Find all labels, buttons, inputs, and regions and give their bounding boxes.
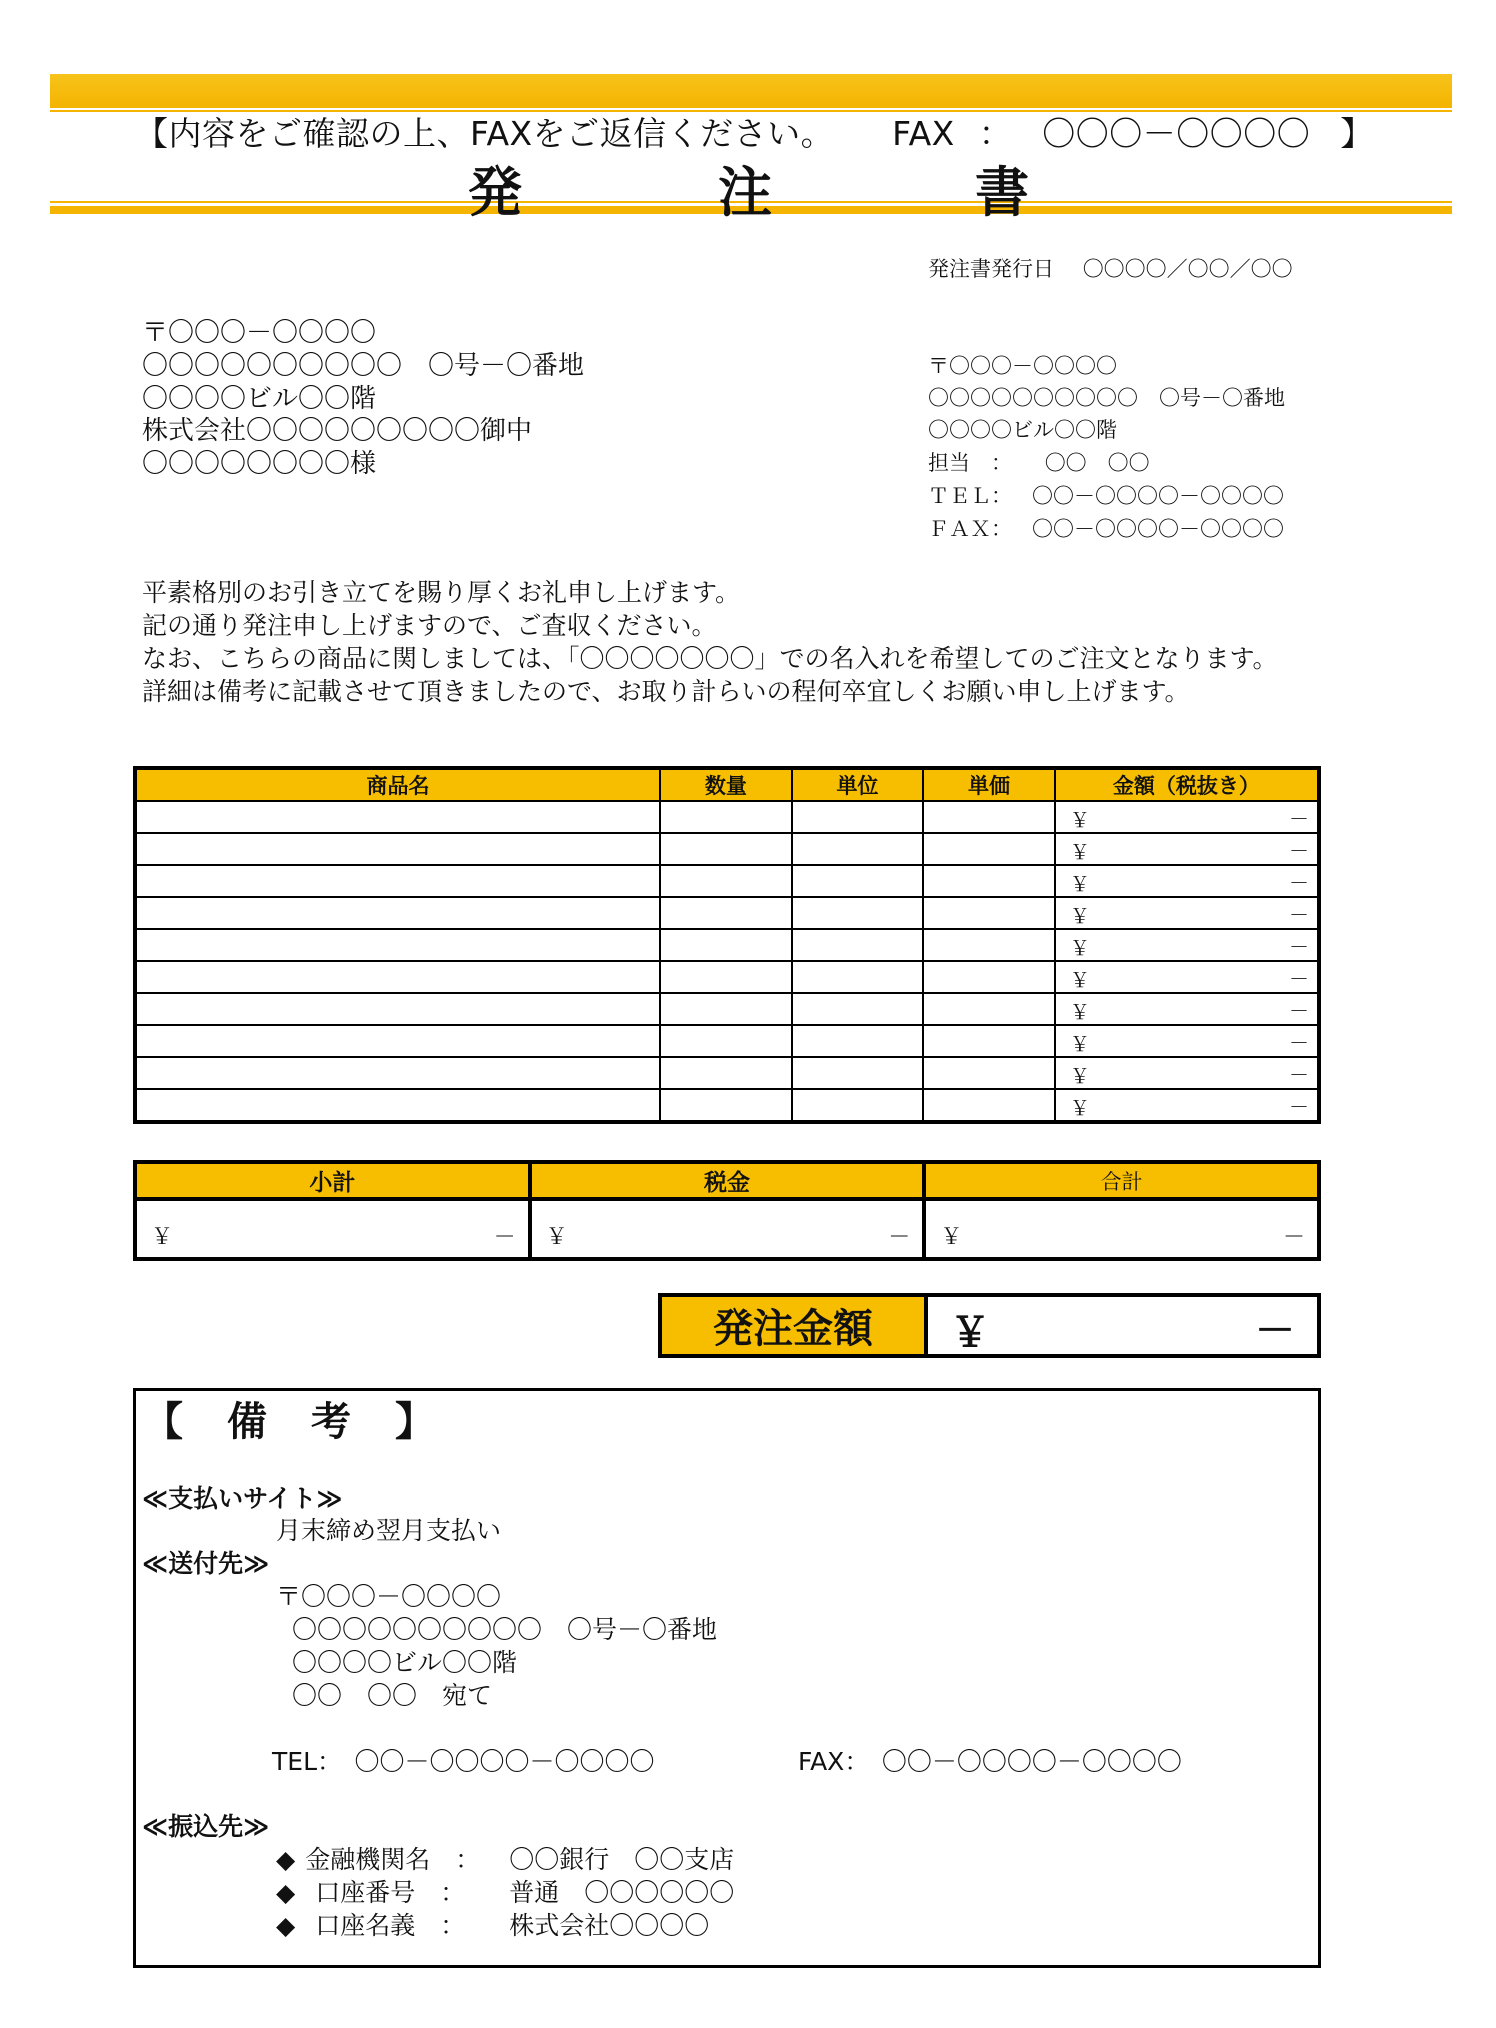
sender-postal: 〒〇〇〇－〇〇〇〇 (928, 354, 1117, 378)
ship-building: 〇〇〇〇ビル〇〇階 (292, 1648, 518, 1677)
quantity-cell[interactable] (660, 897, 792, 929)
payment-heading: ≪支払いサイト≫ (142, 1484, 343, 1513)
sender-tel (928, 480, 1284, 510)
remarks-title: 【 備 考 】 (143, 1399, 437, 1445)
payment-text: 月末締め翌月支払い (276, 1516, 502, 1545)
unit-price-cell[interactable] (923, 961, 1055, 993)
unit-cell[interactable] (792, 993, 924, 1025)
amount-cell[interactable] (1055, 1089, 1319, 1122)
recipient-postal: 〒〇〇〇－〇〇〇〇 (142, 318, 377, 348)
amount-cell[interactable] (1055, 929, 1319, 961)
dash: － (1289, 871, 1309, 895)
yen-symbol: ￥ (151, 1225, 174, 1250)
issue-date-label: 発注書発行日 (928, 257, 1054, 281)
product-name-cell[interactable] (135, 993, 660, 1025)
header-product-name: 商品名 (135, 768, 660, 801)
yen-symbol: ￥ (1069, 936, 1090, 960)
quantity-cell[interactable] (660, 865, 792, 897)
bank-row (276, 1873, 734, 1909)
quantity-cell[interactable] (660, 1057, 792, 1089)
dash: － (1289, 839, 1309, 863)
dash: － (1289, 935, 1309, 959)
recipient-person: 〇〇〇〇〇〇〇〇様 (142, 449, 377, 479)
product-name-cell[interactable] (135, 833, 660, 865)
dash: － (493, 1225, 516, 1250)
total-cell[interactable] (924, 1199, 1319, 1259)
yen-symbol: ￥ (1069, 808, 1090, 832)
unit-price-cell[interactable] (923, 833, 1055, 865)
table-row (135, 801, 1319, 833)
greeting-line-3: なお、こちらの商品に関しましては、「〇〇〇〇〇〇〇」での名入れを希望してのご注文となります。 (142, 644, 1278, 673)
yen-symbol: ￥ (940, 1225, 963, 1250)
sender-building: 〇〇〇〇ビル〇〇階 (928, 418, 1117, 442)
sender-fax-label: ＦＡＸ： (928, 517, 1012, 541)
yen-symbol: ￥ (950, 1310, 990, 1356)
dash: － (888, 1225, 911, 1250)
yen-symbol: ￥ (1069, 1032, 1090, 1056)
quantity-cell[interactable] (660, 961, 792, 993)
notice-close-bracket: 】 (1340, 114, 1374, 153)
recipient-building: 〇〇〇〇ビル〇〇階 (142, 384, 377, 414)
totals-table (133, 1160, 1321, 1261)
amount-cell[interactable] (1055, 801, 1319, 833)
unit-price-cell[interactable] (923, 1057, 1055, 1089)
product-name-cell[interactable] (135, 801, 660, 833)
unit-cell[interactable] (792, 1057, 924, 1089)
sender-contact-label: 担当 ： (928, 451, 1012, 475)
sender-tel-label: ＴＥＬ： (928, 484, 1012, 508)
yen-symbol: ￥ (1069, 1096, 1090, 1120)
subtotal-header: 小計 (135, 1162, 530, 1199)
table-row (135, 1089, 1319, 1122)
bank-row-value: 普通 〇〇〇〇〇〇 (509, 1878, 735, 1907)
amount-cell[interactable] (1055, 993, 1319, 1025)
fax-colon: ： (978, 114, 1013, 153)
unit-cell[interactable] (792, 865, 924, 897)
fax-label: FAX (892, 114, 955, 153)
amount-cell[interactable] (1055, 1025, 1319, 1057)
order-amount-label: 発注金額 (662, 1297, 928, 1354)
order-amount-value[interactable] (928, 1297, 1317, 1354)
yen-symbol: ￥ (1069, 1064, 1090, 1088)
product-name-cell[interactable] (135, 1025, 660, 1057)
unit-cell[interactable] (792, 1089, 924, 1122)
totals-header-row (135, 1162, 1319, 1199)
tax-header: 税金 (530, 1162, 925, 1199)
sender-address: 〇〇〇〇〇〇〇〇〇〇 〇号－〇番地 (928, 386, 1285, 410)
issue-date-value: 〇〇〇〇／〇〇／〇〇 (1082, 257, 1293, 281)
quantity-cell[interactable] (660, 1025, 792, 1057)
product-name-cell[interactable] (135, 1089, 660, 1122)
order-amount-box (658, 1293, 1321, 1358)
product-name-cell[interactable] (135, 961, 660, 993)
ship-postal: 〒〇〇〇－〇〇〇〇 (276, 1582, 502, 1611)
product-name-cell[interactable] (135, 897, 660, 929)
amount-cell[interactable] (1055, 833, 1319, 865)
greeting-line-2: 記の通り発注申し上げますので、ご査収ください。 (142, 611, 717, 640)
table-row (135, 1025, 1319, 1057)
bank-row-label: 口座名義 ： (315, 1911, 466, 1940)
diamond-bullet-icon: ◆ (276, 1878, 296, 1907)
dash: － (1289, 1031, 1309, 1055)
amount-cell[interactable] (1055, 897, 1319, 929)
greeting-line-4: 詳細は備考に記載させて頂きましたので、お取り計らいの程何卒宜しくお願い申し上げます。 (142, 677, 1190, 706)
amount-cell[interactable] (1055, 961, 1319, 993)
amount-cell[interactable] (1055, 865, 1319, 897)
quantity-cell[interactable] (660, 929, 792, 961)
greeting-line-1: 平素格別のお引き立てを賜り厚くお礼申し上げます。 (142, 578, 741, 607)
unit-cell[interactable] (792, 897, 924, 929)
unit-price-cell[interactable] (923, 865, 1055, 897)
fax-number: 〇〇〇－〇〇〇〇 (1042, 114, 1311, 153)
unit-price-cell[interactable] (923, 1089, 1055, 1122)
fax-return-notice (135, 108, 1374, 155)
table-row (135, 865, 1319, 897)
title-char-2: 注 (718, 161, 772, 224)
dash: － (1289, 999, 1309, 1023)
quantity-cell[interactable] (660, 801, 792, 833)
sender-tel-value: 〇〇－〇〇〇〇－〇〇〇〇 (1032, 484, 1284, 508)
table-row (135, 833, 1319, 865)
totals-value-row (135, 1199, 1319, 1259)
sender-fax-value: 〇〇－〇〇〇〇－〇〇〇〇 (1032, 517, 1284, 541)
yen-symbol: ￥ (545, 1225, 568, 1250)
diamond-bullet-icon: ◆ (276, 1911, 296, 1940)
bank-row-value: 株式会社〇〇〇〇 (509, 1911, 710, 1940)
sender-fax (928, 513, 1284, 543)
dash: － (1255, 1308, 1295, 1354)
yen-symbol: ￥ (1069, 904, 1090, 928)
sender-contact (928, 447, 1150, 477)
ship-tel: TEL： 〇〇－〇〇〇〇－〇〇〇〇 (272, 1747, 655, 1776)
unit-price-cell[interactable] (923, 801, 1055, 833)
unit-cell[interactable] (792, 833, 924, 865)
quantity-cell[interactable] (660, 1089, 792, 1122)
notice-text: 【内容をご確認の上、FAXをご返信ください。 (135, 114, 835, 153)
bank-row-label: 金融機関名 ： (305, 1845, 481, 1874)
header-unit-price: 単価 (923, 768, 1055, 801)
ship-fax: FAX： 〇〇－〇〇〇〇－〇〇〇〇 (798, 1747, 1182, 1776)
product-name-cell[interactable] (135, 865, 660, 897)
ship-heading: ≪送付先≫ (142, 1549, 270, 1578)
yen-symbol: ￥ (1069, 1000, 1090, 1024)
recipient-company: 株式会社〇〇〇〇〇〇〇〇〇御中 (142, 416, 533, 446)
bank-row-value: 〇〇銀行 〇〇支店 (509, 1845, 735, 1874)
table-row (135, 929, 1319, 961)
recipient-address: 〇〇〇〇〇〇〇〇〇〇 〇号－〇番地 (142, 351, 585, 381)
bank-row (276, 1840, 734, 1876)
dash: － (1289, 807, 1309, 831)
product-name-cell[interactable] (135, 1057, 660, 1089)
ship-person: 〇〇 〇〇 宛て (292, 1681, 493, 1710)
header-quantity: 数量 (660, 768, 792, 801)
items-table (133, 766, 1321, 1124)
unit-price-cell[interactable] (923, 929, 1055, 961)
yen-symbol: ￥ (1069, 840, 1090, 864)
issue-date (928, 253, 1293, 283)
table-row (135, 993, 1319, 1025)
sender-contact-value: 〇〇 〇〇 (1044, 451, 1150, 475)
unit-cell[interactable] (792, 801, 924, 833)
bank-heading: ≪振込先≫ (142, 1812, 270, 1841)
dash: － (1289, 1063, 1309, 1087)
unit-cell[interactable] (792, 929, 924, 961)
diamond-bullet-icon: ◆ (276, 1845, 296, 1874)
dash: － (1289, 967, 1309, 991)
subtotal-cell[interactable] (135, 1199, 530, 1259)
dash: － (1289, 903, 1309, 927)
dash: － (1282, 1225, 1305, 1250)
table-row (135, 897, 1319, 929)
yen-symbol: ￥ (1069, 968, 1090, 992)
table-row (135, 961, 1319, 993)
quantity-cell[interactable] (660, 833, 792, 865)
header-unit: 単位 (792, 768, 924, 801)
header-band-top (50, 74, 1452, 108)
unit-price-cell[interactable] (923, 993, 1055, 1025)
header-amount: 金額（税抜き） (1055, 768, 1319, 801)
bank-row-label: 口座番号 ： (315, 1878, 466, 1907)
total-header: 合計 (924, 1162, 1319, 1199)
amount-cell[interactable] (1055, 1057, 1319, 1089)
ship-address: 〇〇〇〇〇〇〇〇〇〇 〇号－〇番地 (292, 1615, 718, 1644)
unit-cell[interactable] (792, 1025, 924, 1057)
yen-symbol: ￥ (1069, 872, 1090, 896)
table-row (135, 1057, 1319, 1089)
unit-price-cell[interactable] (923, 1025, 1055, 1057)
quantity-cell[interactable] (660, 993, 792, 1025)
items-header-row (135, 768, 1319, 801)
product-name-cell[interactable] (135, 929, 660, 961)
unit-cell[interactable] (792, 961, 924, 993)
title-char-3: 書 (975, 161, 1029, 224)
title-char-1: 発 (468, 161, 522, 224)
unit-price-cell[interactable] (923, 897, 1055, 929)
tax-cell[interactable] (530, 1199, 925, 1259)
bank-row (276, 1906, 709, 1942)
dash: － (1289, 1095, 1309, 1119)
